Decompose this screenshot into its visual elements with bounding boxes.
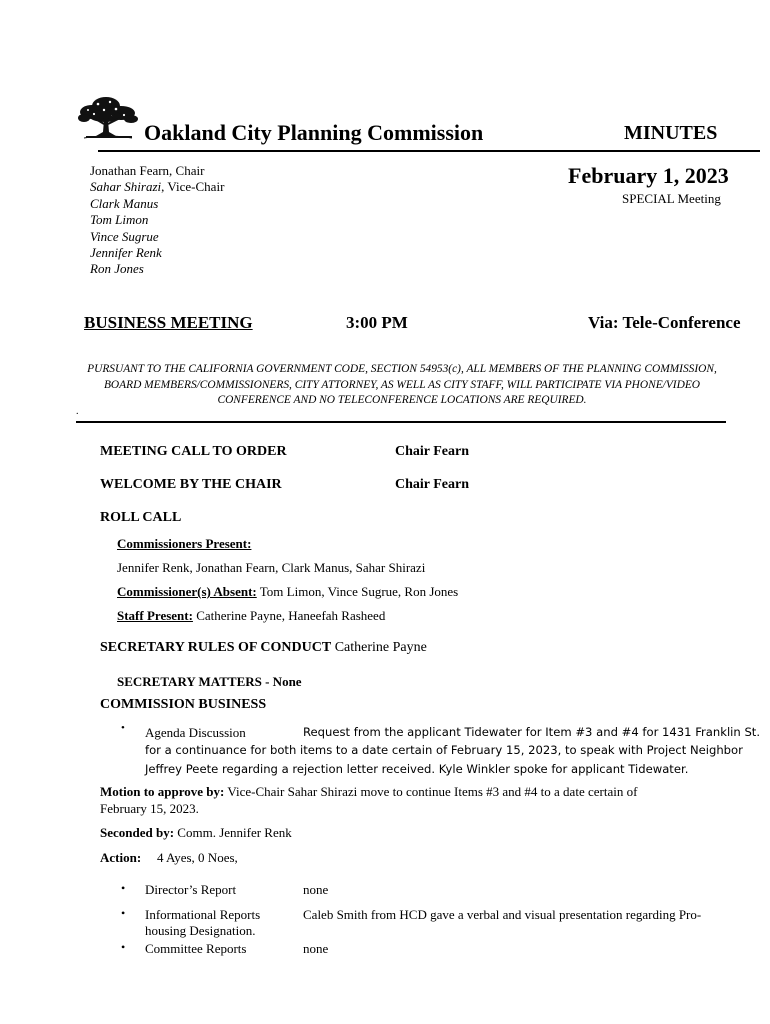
absent-label: Commissioner(s) Absent:: [117, 584, 257, 599]
committee-reports-label: Committee Reports: [145, 941, 247, 956]
vice-chair-name: Sahar Shirazi: [90, 179, 162, 195]
staff-names: Catherine Payne, Haneefah Rasheed: [192, 608, 386, 623]
motion-line: [100, 784, 637, 800]
roll-call-heading: ROLL CALL: [100, 510, 182, 525]
vice-chair-line: [90, 179, 224, 195]
meeting-type: SPECIAL Meeting: [622, 191, 721, 206]
motion-label: Motion to approve by:: [100, 784, 225, 799]
agenda-discussion-text-2: for a continuance for both items to a date certain of February 15, 2023, to speak with Project Neighbor: [145, 743, 743, 757]
section-rule: [76, 421, 726, 423]
meeting-date: February 1, 2023: [568, 163, 729, 188]
commissioner-name: Jennifer Renk: [90, 245, 162, 261]
commission-business-heading: COMMISSION BUSINESS: [100, 697, 267, 712]
chair-name: Jonathan Fearn, Chair: [90, 163, 205, 178]
commissioner-name: Clark Manus: [90, 195, 159, 211]
welcome-heading: WELCOME BY THE CHAIR: [100, 477, 282, 492]
bullet-icon: •: [121, 881, 126, 895]
bullet-icon: •: [121, 940, 126, 954]
informational-reports-value-2: housing Designation.: [145, 923, 256, 938]
header-rule: [98, 150, 760, 152]
minutes-label: MINUTES: [624, 122, 718, 144]
bullet-icon: •: [121, 906, 126, 920]
informational-reports-label: Informational Reports: [145, 907, 261, 922]
present-names: Jennifer Renk, Jonathan Fearn, Clark Manus, Sahar Shirazi: [117, 560, 426, 575]
secretary-rules-heading: SECRETARY RULES OF CONDUCT: [100, 640, 332, 655]
vice-chair-role: , Vice-Chair: [161, 179, 225, 195]
call-to-order-by: Chair Fearn: [395, 444, 470, 459]
committee-reports-value: none: [303, 941, 329, 956]
directors-report-label: Director’s Report: [145, 882, 237, 897]
secretary-matters: SECRETARY MATTERS - None: [117, 674, 302, 689]
agenda-discussion-text-1: Request from the applicant Tidewater for Item #3 and #4 for 1431 Franklin St.: [303, 725, 761, 739]
call-to-order-heading: MEETING CALL TO ORDER: [100, 444, 287, 459]
secretary-rules-by: Catherine Payne: [331, 640, 427, 655]
staff-line: [117, 608, 385, 624]
agenda-discussion-text-3: Jeffrey Peete regarding a rejection letter received. Kyle Winkler spoke for applicant Tidewater.: [145, 762, 689, 776]
informational-reports-value: Caleb Smith from HCD gave a verbal and visual presentation regarding Pro-: [303, 907, 702, 922]
bullet-icon: •: [121, 722, 125, 734]
directors-report-value: none: [303, 882, 329, 897]
meeting-venue: Via: Tele-Conference: [588, 313, 741, 332]
absent-line: [117, 584, 458, 600]
pursuant-notice: PURSUANT TO THE CALIFORNIA GOVERNMENT CODE, SECTION 54953(c), ALL MEMBERS OF THE PLANNING COMMISSION, BOARD MEMBERS/COMMISSIONERS, CITY ATTORNEY, AS WELL AS CITY STAFF, WILL PARTICIPATE VIA PHONE/VIDEO CONFERENCE AND NO TELECONFERENCE LOCATIONS ARE REQUIRED.: [87, 363, 717, 406]
present-label: Commissioners Present:: [117, 536, 252, 551]
meeting-time: 3:00 PM: [346, 313, 408, 332]
action-value: 4 Ayes, 0 Noes,: [157, 850, 238, 865]
commissioner-name: Ron Jones: [90, 261, 144, 277]
secretary-rules-line: [100, 640, 427, 656]
business-meeting-heading: BUSINESS MEETING: [84, 313, 253, 332]
seconded-line: [100, 825, 292, 841]
seconded-label: Seconded by:: [100, 825, 175, 840]
page-title: Oakland City Planning Commission: [144, 120, 484, 145]
commissioner-name: Tom Limon: [90, 212, 149, 228]
commissioner-name: Vince Sugrue: [90, 228, 159, 244]
absent-names: Tom Limon, Vince Sugrue, Ron Jones: [256, 584, 459, 599]
seconded-value: Comm. Jennifer Renk: [174, 825, 292, 840]
agenda-discussion-label: Agenda Discussion: [145, 725, 246, 740]
staff-label: Staff Present:: [117, 608, 193, 623]
welcome-by: Chair Fearn: [395, 477, 470, 492]
commissioner-list: [90, 163, 224, 278]
stray-dot: .: [76, 406, 79, 417]
action-label: Action:: [100, 850, 142, 865]
motion-text: Vice-Chair Sahar Shirazi move to continue Items #3 and #4 to a date certain of: [224, 784, 638, 799]
oak-tree-logo-icon: [76, 94, 142, 140]
motion-text-2: February 15, 2023.: [100, 801, 199, 816]
